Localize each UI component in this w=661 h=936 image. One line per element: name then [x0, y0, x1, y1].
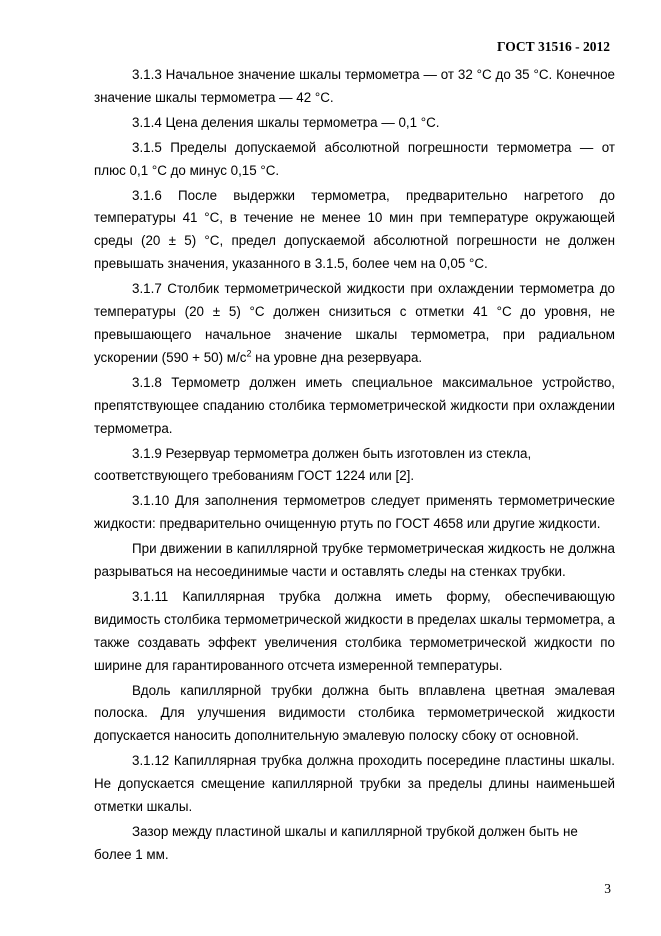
paragraph-3-1-4: 3.1.4 Цена деления шкалы термометра — 0,1 °С.: [132, 114, 440, 130]
paragraph-3-1-3: 3.1.3 Начальное значение шкалы термометра — от 32 °С до 35 °С. Конечное значение шкалы термометра — 42 °С.: [94, 67, 615, 105]
page-number: 3: [604, 881, 611, 896]
paragraph-3-1-10: 3.1.10 Для заполнения термометров следует применять термометрические жидкости: предварительно очищенную ртуть по ГОСТ 4658 или другие жидкости.: [94, 493, 615, 532]
paragraph-3-1-12-continued: Зазор между пластиной шкалы и капиллярной трубкой должен быть не более 1 мм.: [94, 824, 578, 862]
paragraph-3-1-11-continued: Вдоль капиллярной трубки должна быть вплавлена цветная эмалевая полоска. Для улучшения видимости столбика термометрической жидкости допускается наносить дополнительную эмалевую полоску сбоку от основной.: [94, 682, 615, 744]
document-body: [94, 64, 615, 869]
document-code-header: ГОСТ 31516 - 2012: [496, 39, 610, 54]
paragraph-3-1-5: 3.1.5 Пределы допускаемой абсолютной погрешности термометра — от плюс 0,1 °С до минус 0,15 °С.: [94, 139, 615, 178]
paragraph-3-1-6: 3.1.6 После выдержки термометра, предварительно нагретого до температуры 41 °С, в течение не менее 10 мин при температуре окружающей среды (20 ± 5) °С, предел допускаемой абсолютной погрешности не должен превышать значения, указанного в 3.1.5, более чем на 0,05 °С.: [94, 187, 615, 272]
paragraph-3-1-9: 3.1.9 Резервуар термометра должен быть изготовлен из стекла, соответствующего требованиям ГОСТ 1224 или [2].: [94, 445, 532, 484]
paragraph-3-1-7: [94, 278, 615, 370]
paragraph-3-1-12: 3.1.12 Капиллярная трубка должна проходить посередине пластины шкалы. Не допускается смещение капиллярной трубки за пределы длины наименьшей отметки шкалы.: [94, 753, 615, 815]
paragraph-3-1-11: 3.1.11 Капиллярная трубка должна иметь форму, обеспечивающую видимость столбика термометрической жидкости в пределах шкалы термометра, а также создавать эффект увеличения столбика термометрической жидкости по ширине для гарантированного отсчета измеренной температуры.: [94, 588, 615, 673]
paragraph-3-1-10-continued: При движении в капиллярной трубке термометрическая жидкость не должна разрываться на несоединимые части и оставлять следы на стенках трубки.: [94, 541, 615, 580]
paragraph-3-1-7-text: 3.1.7 Столбик термометрической жидкости при охлаждении термометра до температуры (20 ± 5) °С должен снизиться с отметки 41 °С до уровня, не превышающего начальное значение шкалы термометра, при радиальном ускорении (590 + 50) м/с: [94, 281, 615, 365]
paragraph-3-1-7-superscript: 2: [246, 348, 252, 359]
paragraph-3-1-7-tail: на уровне дна резервуара.: [251, 349, 423, 365]
paragraph-3-1-8: 3.1.8 Термометр должен иметь специальное максимальное устройство, препятствующее спаданию столбика термометрической жидкости при охлаждении термометра.: [94, 374, 615, 436]
